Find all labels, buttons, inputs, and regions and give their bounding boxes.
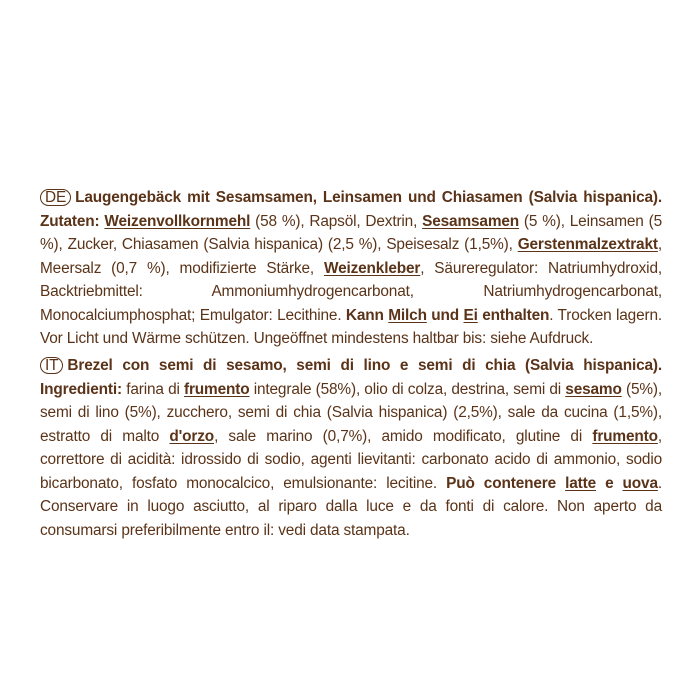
it-text-segment: (5%), semi di lino (5%), zucchero, semi di chia (Salvia hispanica) (2,5%), sale da cucina (1,5%), estratto di malto — [40, 380, 662, 445]
it-and-word: e — [596, 474, 623, 492]
it-ingredients-label: Ingredienti: — [40, 380, 122, 398]
de-allergen-wheat-gluten: Weizenkleber — [323, 259, 421, 277]
german-ingredients-block — [40, 186, 662, 351]
it-text-segment: integrale (58%), olio di colza, destrina, semi di — [249, 380, 566, 398]
it-allergen-wheat: frumento — [592, 427, 658, 445]
de-may-contain-prefix: Kann — [345, 306, 389, 324]
de-storage-text: . Trocken lagern. Vor Licht und Wärme schützen. Ungeöffnet mindestens haltbar bis: siehe Aufdruck. — [40, 306, 662, 347]
de-product-title: Laugengebäck mit Sesamsamen, Leinsamen und Chiasamen (Salvia hispanica). — [75, 189, 662, 206]
de-allergen-wholegrain-flour: Weizenvollkornmehl — [104, 212, 251, 230]
de-may-contain-suffix: enthalten — [477, 306, 550, 324]
de-allergen-egg: Ei — [463, 306, 478, 324]
it-allergen-sesame: sesamo — [565, 380, 622, 398]
de-text-segment: , Säureregulator: Natriumhydroxid, Backtriebmittel: Ammoniumhydrogencarbonat, Natriumhydrogencarbonat, Monocalciumphosphat; Emulgator: Lecithine. — [40, 259, 662, 324]
it-allergen-eggs: uova — [622, 474, 658, 492]
de-ingredients-label: Zutaten: — [40, 212, 100, 230]
it-may-contain-prefix: Può contenere — [446, 474, 566, 492]
language-badge-it: IT — [40, 357, 63, 374]
language-badge-de: DE — [40, 189, 71, 206]
de-allergen-sesame: Sesamsamen — [422, 212, 520, 230]
de-text-segment: (5 %), Leinsamen (5 %), Zucker, Chiasamen (Salvia hispanica) (2,5 %), Speisesalz (1,5%), — [40, 212, 662, 253]
it-storage-text: . Conservare in luogo asciutto, al riparo dalla luce e da fonti di calore. Non aperto da consumarsi preferibilmente entro il: vedi data stampata. — [40, 474, 663, 539]
it-allergen-barley: d'orzo — [169, 427, 215, 445]
it-allergen-milk: latte — [565, 474, 596, 492]
it-allergen-wheat: frumento — [183, 380, 250, 398]
it-text-segment: , correttore di acidità: idrossido di sodio, agenti lievitanti: carbonato acido di ammonio, sodio bicarbonato, fosfato monocalcico, emulsionante: lecitine. — [40, 427, 662, 492]
de-text-segment: (58 %), Rapsöl, Dextrin, — [250, 212, 423, 230]
de-and-word: und — [426, 306, 464, 324]
de-text-segment: , Meersalz (0,7 %), modifizierte Stärke, — [40, 236, 662, 277]
it-product-title: Brezel con semi di sesamo, semi di lino e semi di chia (Salvia hispanica). — [67, 357, 662, 374]
it-text-segment: , sale marino (0,7%), amido modificato, glutine di — [214, 427, 593, 445]
de-allergen-barley-malt: Gerstenmalzextrakt — [517, 236, 658, 253]
italian-ingredients-block — [40, 354, 662, 542]
de-allergen-milk: Milch — [388, 306, 427, 324]
it-text-segment: farina di — [122, 380, 184, 398]
